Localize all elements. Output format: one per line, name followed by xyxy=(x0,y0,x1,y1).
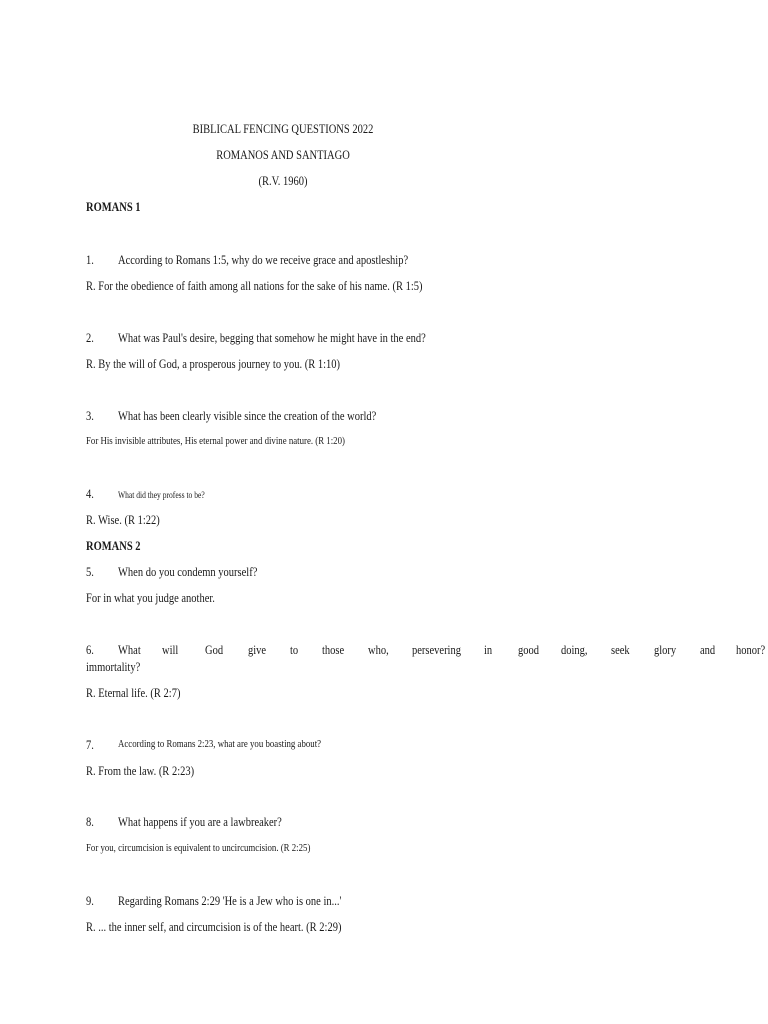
question-text: What did they profess to be? xyxy=(118,490,205,500)
answer-text: R. By the will of God, a prosperous journey to you. (R 1:10) xyxy=(86,357,341,371)
question-number: 3. xyxy=(86,409,94,423)
answer-text: For you, circumcision is equivalent to uncircumcision. (R 2:25) xyxy=(86,843,311,854)
question-text: When do you condemn yourself? xyxy=(118,565,258,579)
question-text: According to Romans 2:23, what are you boasting about? xyxy=(118,739,322,750)
question-word: those xyxy=(322,643,345,657)
question-word: in xyxy=(484,643,493,657)
answer-text: R. ... the inner self, and circumcision is of the heart. (R 2:29) xyxy=(86,920,342,934)
question-number: 7. xyxy=(86,738,94,752)
question-text-continuation: immortality? xyxy=(86,660,141,674)
question-word: seek xyxy=(611,643,630,657)
answer-text: R. Wise. (R 1:22) xyxy=(86,513,160,527)
question-number: 2. xyxy=(86,331,94,345)
question-text: What has been clearly visible since the creation of the world? xyxy=(118,409,377,423)
question-word: give xyxy=(248,643,267,657)
question-text: According to Romans 1:5, why do we receive grace and apostleship? xyxy=(118,253,409,267)
answer-text: R. From the law. (R 2:23) xyxy=(86,764,195,778)
question-number: 5. xyxy=(86,565,94,579)
question-number: 4. xyxy=(86,487,94,501)
question-word: and xyxy=(700,643,716,657)
question-text xyxy=(118,643,768,657)
answer-text: For His invisible attributes, His eternal power and divine nature. (R 1:20) xyxy=(86,436,345,447)
document-title: BIBLICAL FENCING QUESTIONS 2022 xyxy=(192,122,374,136)
question-word: persevering xyxy=(412,643,461,657)
document-subtitle: ROMANOS AND SANTIAGO xyxy=(216,148,350,162)
question-word: to xyxy=(290,643,299,657)
answer-text: R. For the obedience of faith among all nations for the sake of his name. (R 1:5) xyxy=(86,279,423,293)
section-heading-romans-2: ROMANS 2 xyxy=(86,539,141,553)
question-word: who, xyxy=(368,643,389,657)
answer-text: R. Eternal life. (R 2:7) xyxy=(86,686,181,700)
question-word: doing, xyxy=(561,643,588,657)
question-word: honor? xyxy=(736,643,766,657)
document-version: (R.V. 1960) xyxy=(258,174,308,188)
question-word: What xyxy=(118,643,141,657)
question-number: 1. xyxy=(86,253,94,267)
question-word: will xyxy=(162,643,179,657)
question-text: What happens if you are a lawbreaker? xyxy=(118,815,282,829)
question-word: glory xyxy=(654,643,677,657)
question-number: 8. xyxy=(86,815,94,829)
answer-text: For in what you judge another. xyxy=(86,591,215,605)
section-heading-romans-1: ROMANS 1 xyxy=(86,200,141,214)
question-text: What was Paul's desire, begging that somehow he might have in the end? xyxy=(118,331,426,345)
question-text: Regarding Romans 2:29 'He is a Jew who is one in...' xyxy=(118,894,342,908)
question-number: 9. xyxy=(86,894,94,908)
question-word: God xyxy=(205,643,224,657)
question-number: 6. xyxy=(86,643,94,657)
question-word: good xyxy=(518,643,539,657)
